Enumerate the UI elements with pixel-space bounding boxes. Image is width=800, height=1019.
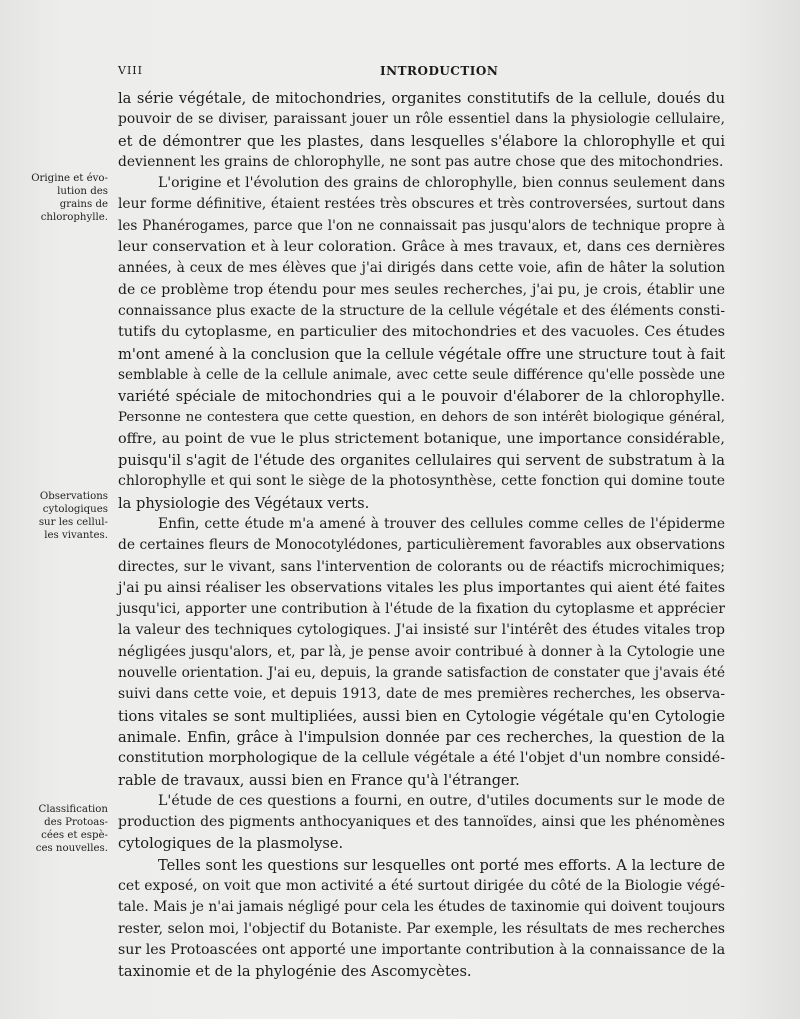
text-line: leur conservation et à leur coloration. Grâce à mes travaux, et, dans ces dernières xyxy=(118,239,725,256)
text-line: sur les Protoascées ont apporté une importante contribution à la connaissance de la xyxy=(118,941,726,958)
text-line: leur forme définitive, étaient restées très obscures et très controversées, surtout dans xyxy=(118,196,725,213)
page-number: VIII xyxy=(118,64,143,77)
margin-note-line: lution des xyxy=(57,186,108,197)
running-title: INTRODUCTION xyxy=(380,64,499,78)
text-line: variété spéciale de mitochondries qui a le pouvoir d'élaborer de la chlorophylle. xyxy=(118,388,725,406)
margin-note-line: Observations xyxy=(39,491,108,502)
text-line: semblable à celle de la cellule animale, avec cette seule différence qu'elle possède une xyxy=(118,366,725,383)
text-line: directes, sur le vivant, sans l'intervention de colorants ou de réactifs microchimiques; xyxy=(118,558,725,575)
text-line: Enfin, cette étude m'a amené à trouver des cellules comme celles de l'épiderme xyxy=(158,515,725,532)
text-line: puisqu'il s'agit de l'étude des organites cellulaires qui servent de substratum à la xyxy=(118,452,725,470)
text-line: Telles sont les questions sur lesquelles ont porté mes efforts. A la lecture de xyxy=(158,856,725,874)
margin-note-line: cées et espè- xyxy=(41,830,108,841)
text-line: de certaines fleurs de Monocotylédones, particulièrement favorables aux observations xyxy=(118,537,725,554)
margin-note-line: Classification xyxy=(38,804,108,815)
text-line: cet exposé, on voit que mon activité a été surtout dirigée du côté de la Biologie végé- xyxy=(118,877,725,894)
text-line: tions vitales se sont multipliées, aussi bien en Cytologie végétale qu'en Cytologie xyxy=(118,707,725,725)
margin-note-line: ces nouvelles. xyxy=(35,843,108,854)
text-line: la valeur des techniques cytologiques. J'ai insisté sur l'intérêt des études vitales trop xyxy=(118,622,725,639)
text-line: les Phanérogames, parce que l'on ne connaissait pas jusqu'alors de technique propre à xyxy=(118,217,725,234)
text-line: nouvelle orientation. J'ai eu, depuis, la grande satisfaction de constater que j'avais été xyxy=(118,665,725,682)
text-line: suivi dans cette voie, et depuis 1913, date de mes premières recherches, les observa- xyxy=(118,686,725,703)
text-line: la physiologie des Végétaux verts. xyxy=(118,494,370,512)
margin-note-line: grains de xyxy=(59,199,108,210)
margin-note-line: cytologiques xyxy=(42,504,108,515)
text-line: et de démontrer que les plastes, dans lesquelles s'élabore la chlorophylle et qui xyxy=(118,132,725,150)
margin-note-living-cells xyxy=(12,490,108,542)
text-line: j'ai pu ainsi réaliser les observations vitales les plus importantes qui aient été faites xyxy=(118,579,725,596)
margin-note-protoascees xyxy=(12,803,108,855)
text-line: chlorophylle et qui sont le siège de la photosynthèse, cette fonction qui domine toute xyxy=(118,473,725,490)
text-line: tale. Mais je n'ai jamais négligé pour cela les études de taxinomie qui doivent toujours xyxy=(118,899,725,916)
text-line: constitution morphologique de la cellule végétale a été l'objet d'un nombre considé- xyxy=(118,750,725,767)
text-line: jusqu'ici, apporter une contribution à l'étude de la fixation du cytoplasme et apprécier xyxy=(118,601,725,618)
margin-note-line: les vivantes. xyxy=(44,530,108,541)
margin-note-line: des Protoas- xyxy=(44,817,108,828)
text-line: la série végétale, de mitochondries, organites constitutifs de la cellule, doués du xyxy=(118,90,725,107)
text-line: deviennent les grains de chlorophylle, ne sont pas autre chose que des mitochondries. xyxy=(118,153,724,170)
text-line: rable de travaux, aussi bien en France qu'à l'étranger. xyxy=(118,771,520,789)
text-line: années, à ceux de mes élèves que j'ai dirigés dans cette voie, afin de hâter la solution xyxy=(118,260,725,277)
text-line: m'ont amené à la conclusion que la cellule végétale offre une structure tout à fait xyxy=(118,345,725,363)
text-line: cytologiques de la plasmolyse. xyxy=(118,835,344,853)
margin-note-line: chlorophylle. xyxy=(40,212,108,223)
text-line: pouvoir de se diviser, paraissant jouer un rôle essentiel dans la physiologie cellulaire, xyxy=(118,111,725,128)
body-text xyxy=(118,88,725,982)
text-line: négligées jusqu'alors, et, par là, je pense avoir contribué à donner à la Cytologie une xyxy=(118,643,725,660)
text-line: taxinomie et de la phylogénie des Ascomycètes. xyxy=(118,963,472,981)
margin-note-line: Origine et évo- xyxy=(31,173,108,184)
text-line: animale. Enfin, grâce à l'impulsion donnée par ces recherches, la question de la xyxy=(118,728,725,746)
text-line: de ce problème trop étendu pour mes seules recherches, j'ai pu, je crois, établir une xyxy=(118,281,725,298)
text-line: offre, au point de vue le plus strictement botanique, une importance considérable, xyxy=(118,430,725,447)
margin-note-chlorophyll-origin xyxy=(12,172,108,224)
text-line: connaissance plus exacte de la structure de la cellule végétale et des éléments consti- xyxy=(118,302,725,319)
text-line: Personne ne contestera que cette question, en dehors de son intérêt biologique général, xyxy=(118,410,725,426)
text-line: production des pigments anthocyaniques et des tannoïdes, ainsi que les phénomènes xyxy=(118,814,725,831)
text-line: tutifs du cytoplasme, en particulier des mitochondries et des vacuoles. Ces études xyxy=(118,324,725,341)
text-line: L'origine et l'évolution des grains de chlorophylle, bien connus seulement dans xyxy=(158,175,725,192)
text-line: rester, selon moi, l'objectif du Botaniste. Par exemple, les résultats de mes recherches xyxy=(118,920,725,937)
margin-note-line: sur les cellul- xyxy=(38,517,108,528)
text-line: L'étude de ces questions a fourni, en outre, d'utiles documents sur le mode de xyxy=(158,792,725,809)
